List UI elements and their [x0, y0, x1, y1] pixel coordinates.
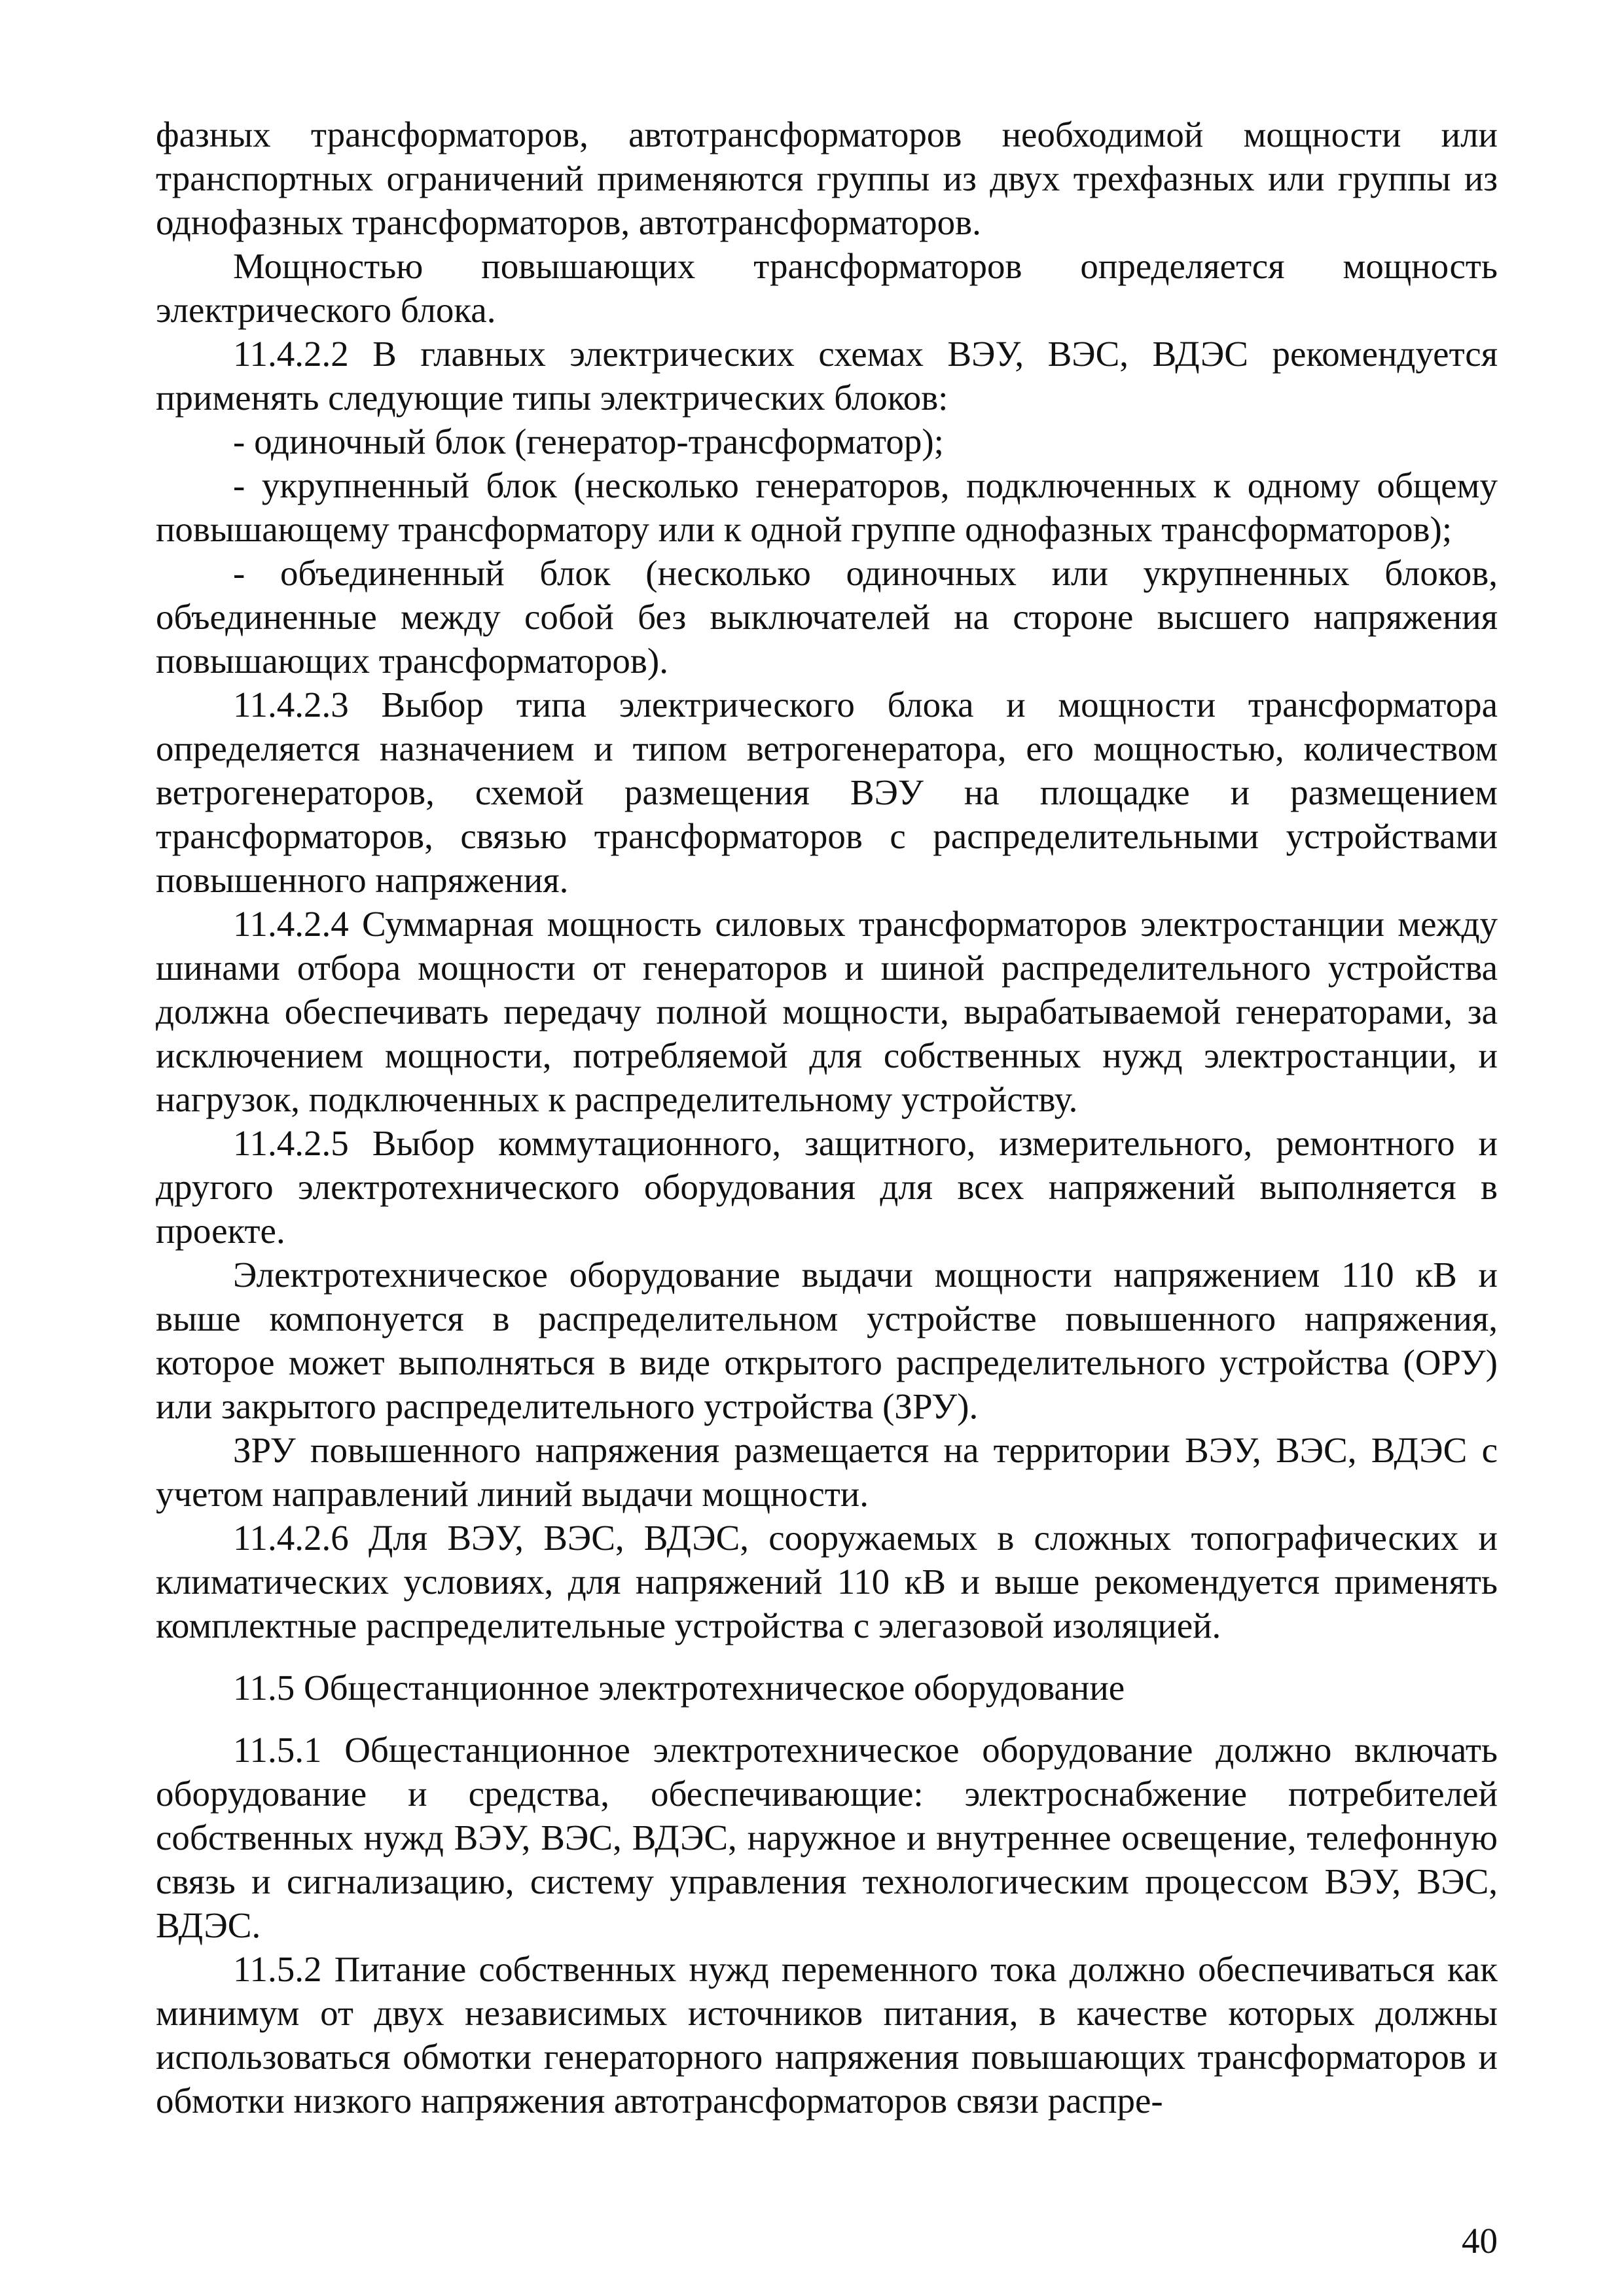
page-number: 40	[1462, 2221, 1498, 2261]
paragraph-continuation: фазных трансформаторов, автотрансформаторов необходимой мощности или транспортных ограничений применяются группы из двух трехфазных или группы из однофазных трансформаторов, автотрансформаторов.	[156, 115, 1498, 242]
clause-11-4-2-3: 11.4.2.3 Выбор типа электрического блока и мощности трансформатора определяется назначением и типом ветрогенератора, его мощностью, количеством ветрогенераторов, схемой размещения ВЭУ на площадке и размещением трансформаторов, связью трансформаторов с распределительными устройствами повышенного напряжения.	[156, 685, 1498, 900]
clause-11-5-1: 11.5.1 Общестанционное электротехническое оборудование должно включать оборудование и средства, обеспечивающие: электроснабжение потребителей собственных нужд ВЭУ, ВЭС, ВДЭС, наружное и внутреннее освещение, телефонную связь и сигнализацию, систему управления технологическим процессом ВЭУ, ВЭС, ВДЭС.	[156, 1730, 1498, 1945]
document-body	[156, 113, 1498, 2123]
list-item-single-block: - одиночный блок (генератор-трансформатор);	[233, 422, 944, 461]
list-item-enlarged-block: - укрупненный блок (несколько генераторов, подключенных к одному общему повышающему трансформатору или к одной группе однофазных трансформаторов);	[156, 465, 1498, 549]
section-heading-11-5: 11.5 Общестанционное электротехническое оборудование	[233, 1668, 1125, 1708]
clause-11-4-2-2: 11.4.2.2 В главных электрических схемах ВЭУ, ВЭС, ВДЭС рекомендуется применять следующие типы электрических блоков:	[156, 334, 1498, 418]
clause-11-5-2: 11.5.2 Питание собственных нужд переменного тока должно обеспечиваться как минимум от двух независимых источников питания, в качестве которых должны использоваться обмотки генераторного напряжения повышающих трансформаторов и обмотки низкого напряжения автотрансформаторов связи распре-	[156, 1949, 1498, 2121]
clause-11-4-2-5: 11.4.2.5 Выбор коммутационного, защитного, измерительного, ремонтного и другого электротехнического оборудования для всех напряжений выполняется в проекте.	[156, 1123, 1498, 1251]
list-item-combined-block: - объединенный блок (несколько одиночных или укрупненных блоков, объединенные между собой без выключателей на стороне высшего напряжения повышающих трансформаторов).	[156, 553, 1498, 681]
clause-11-4-2-4: 11.4.2.4 Суммарная мощность силовых трансформаторов электростанции между шинами отбора мощности от генераторов и шиной распределительного устройства должна обеспечивать передачу полной мощности, вырабатываемой генераторами, за исключением мощности, потребляемой для собственных нужд электростанции, и нагрузок, подключенных к распределительному устройству.	[156, 904, 1498, 1119]
paragraph-zru: ЗРУ повышенного напряжения размещается на территории ВЭУ, ВЭС, ВДЭС с учетом направлений линий выдачи мощности.	[156, 1430, 1498, 1514]
paragraph-110kv-equipment: Электротехническое оборудование выдачи мощности напряжением 110 кВ и выше компонуется в распределительном устройстве повышенного напряжения, которое может выполняться в виде открытого распределительного устройства (ОРУ) или закрытого распределительного устройства (ЗРУ).	[156, 1255, 1498, 1426]
clause-11-4-2-6: 11.4.2.6 Для ВЭУ, ВЭС, ВДЭС, сооружаемых в сложных топографических и климатических условиях, для напряжений 110 кВ и выше рекомендуется применять комплектные распределительные устройства с элегазовой изоляцией.	[156, 1518, 1498, 1645]
paragraph-block-power: Мощностью повышающих трансформаторов определяется мощность электрического блока.	[156, 246, 1498, 330]
